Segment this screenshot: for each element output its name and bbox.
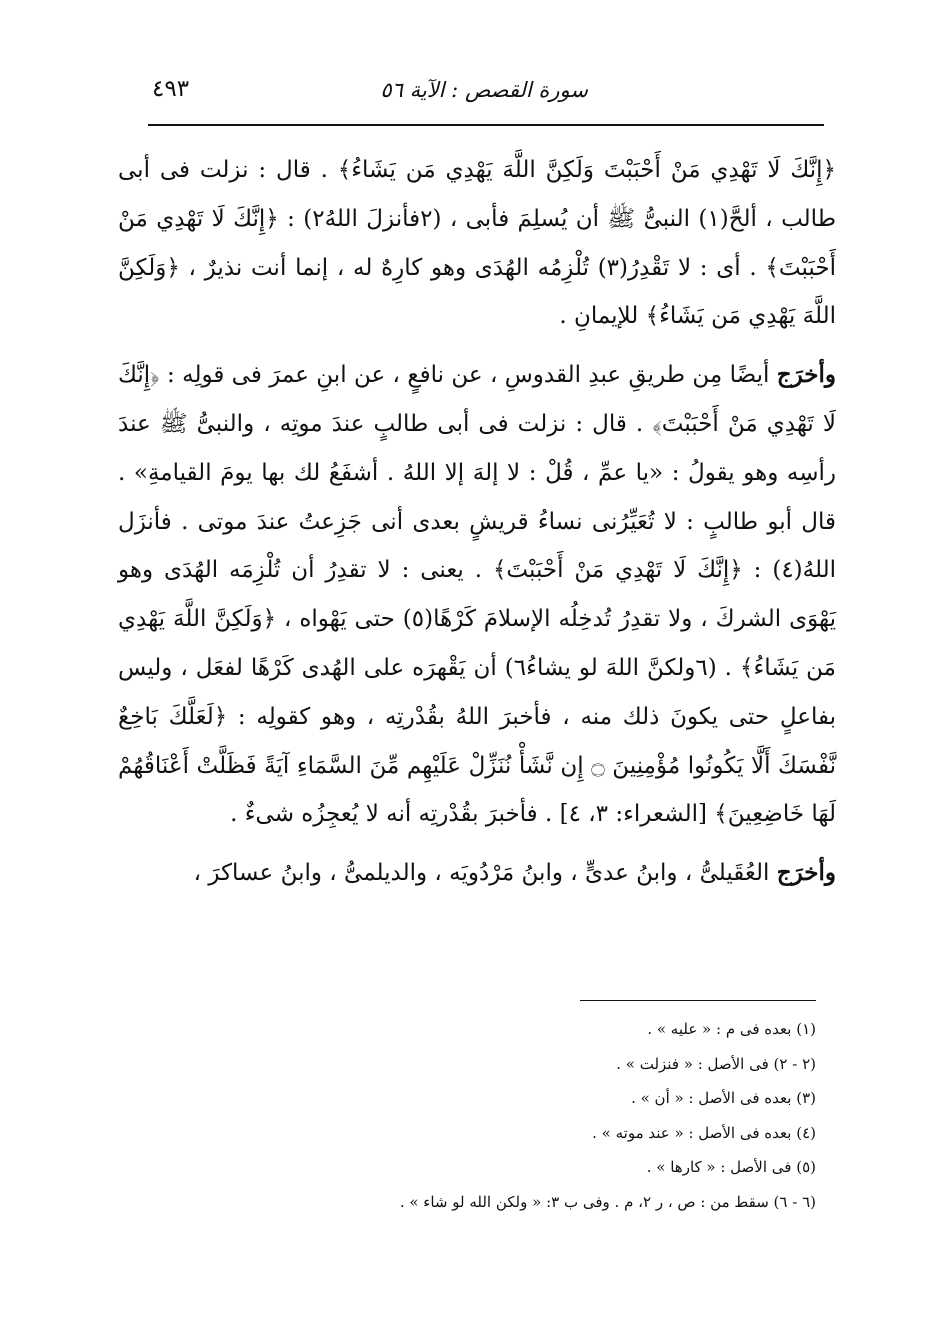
header-title: سورة القصص : الآية ٥٦: [380, 78, 588, 102]
footnote-3: (٣) بعده فى الأصل : « أن » .: [631, 1089, 816, 1107]
paragraph-text: ﴿إِنَّكَ لَا تَهْدِي مَنْ أَحْبَبْتَ وَلَكِنَّ اللَّهَ يَهْدِي مَن يَشَاءُ﴾ . قال : نزلت فى أبى طالب ، ألحَّ(١) النبىُّ ﷺ أن يُسلِمَ فأبى ، (٢فأنزلَ اللهُ٢) : ﴿إِنَّكَ لَا تَهْدِي مَنْ أَحْبَبْتَ﴾ . أى : لا تَقْدِرُ(٣) تُلْزِمُه الهُدَى وهو كارِهٌ له ، إنما أنت نذيرٌ ، ﴿وَلَكِنَّ اللَّهَ يَهْدِي مَن يَشَاءُ﴾ للإيمانِ .: [118, 157, 837, 330]
header-rule: [148, 124, 824, 126]
main-text: [118, 146, 836, 908]
footnote-5: (٥) فى الأصل : « كارها » .: [646, 1158, 816, 1176]
paragraph-text: العُقَيلىُّ ، وابنُ عدىٍّ ، وابنُ مَرْدُويَه ، والديلمىُّ ، وابنُ عساكرَ ،: [193, 860, 777, 887]
paragraph-text: أيضًا مِن طريقِ عبدِ القدوسِ ، عن نافعٍ ، عن ابنِ عمرَ فى قولِه : ﴿إِنَّكَ لَا تَهْدِي مَنْ أَحْبَبْتَ﴾ . قال : نزلت فى أبى طالبٍ عندَ موتِه ، والنبىُّ ﷺ عندَ رأسِه وهو يقولُ : «يا عمِّ ، قُلْ : لا إلهَ إلا اللهُ . أشفَعُ لك بها يومَ القيامةِ» . قال أبو طالبٍ : لا تُعَيِّرُنى نساءُ قريشٍ بعدى أنى جَزِعتُ عندَ موتى . فأنزَل اللهُ(٤) : ﴿إِنَّكَ لَا تَهْدِي مَنْ أَحْبَبْتَ﴾ . يعنى : لا تقدِرُ أن تُلْزِمَه الهُدَى وهو يَهْوَى الشركَ ، ولا تقدِرُ تُدخِلُه الإسلامَ كَرْهًا(٥) حتى يَهْواه ، ﴿وَلَكِنَّ اللَّهَ يَهْدِي مَن يَشَاءُ﴾ . (٦ولكنَّ اللهَ لو يشاءُ٦) أن يَقْهرَه على الهُدى كَرْهًا لفعَل ، وليس بفاعلٍ حتى يكونَ ذلك منه ، فأخبرَ اللهُ بقُدْرتِه ، وهو كقولِه : ﴿لَعَلَّكَ بَاخِعٌ نَّفْسَكَ أَلَّا يَكُونُوا مُؤْمِنِينَ ۝ إِن نَّشَأْ نُنَزِّلْ عَلَيْهِم مِّنَ السَّمَاءِ آيَةً فَظَلَّتْ أَعْنَاقُهُمْ لَهَا خَاضِعِينَ﴾ [الشعراء: ٣، ٤] . فأخبرَ بقُدْرتِه أنه لا يُعجِزُه شىءٌ .: [118, 362, 837, 828]
footnote-1: (١) بعده فى م : « عليه » .: [647, 1020, 816, 1038]
footnote-6: (٦ - ٦) سقط من : ص ، ر ٢، م . وفى ب ٣: « ولكن الله لو شاء » .: [399, 1192, 816, 1211]
paragraph-1: [118, 146, 836, 341]
paragraph-3: [118, 849, 836, 898]
footnote-2: (٢ - ٢) فى الأصل : « فنزلت » .: [616, 1054, 816, 1073]
footnote-separator: [580, 1000, 816, 1001]
footnotes: [196, 1012, 816, 1219]
page-number: ٤٩٣: [152, 76, 190, 102]
paragraph-2: [118, 351, 836, 839]
paragraph-lead: وأخرَج: [776, 361, 836, 389]
paragraph-lead: وأخرَج: [776, 859, 836, 887]
footnote-4: (٤) بعده فى الأصل : « عند موته » .: [592, 1123, 816, 1142]
running-header: [148, 72, 824, 116]
